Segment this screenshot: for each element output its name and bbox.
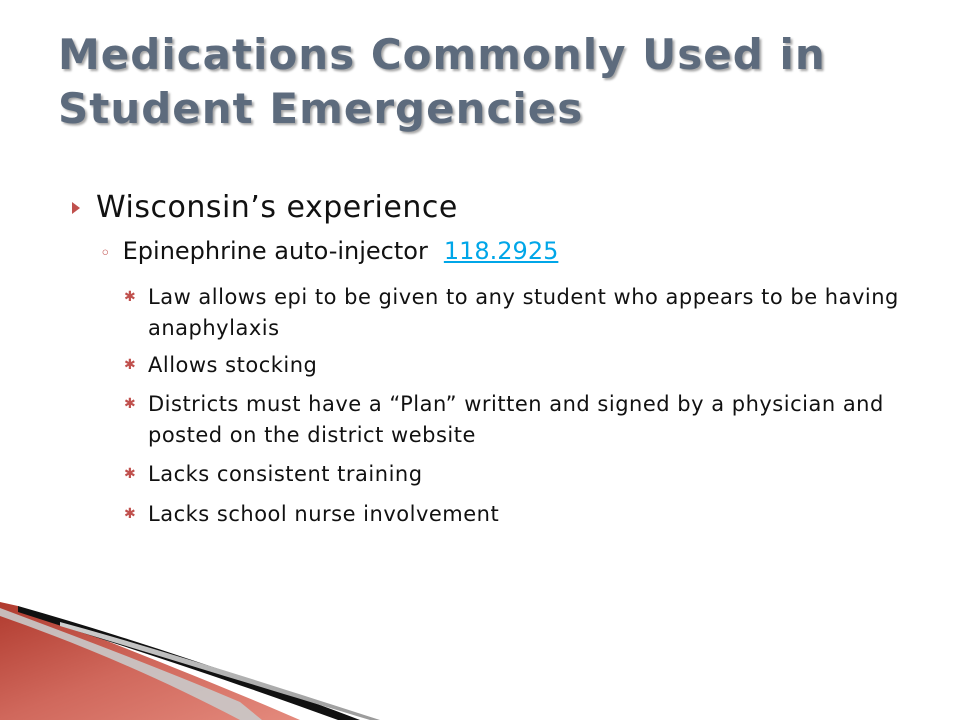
decorative-swoosh — [0, 560, 960, 720]
ring-bullet-icon: ◦ — [100, 243, 111, 264]
bullet-level1 — [72, 186, 458, 230]
slide-title: Medications Commonly Used in Student Emergencies — [58, 30, 826, 133]
list-item-text: Law allows epi to be given to any student who appears to be having anaphylaxis — [148, 285, 899, 340]
bullet-level2-text: Epinephrine auto-injector — [122, 237, 428, 265]
star-bullet-icon: ✱ — [124, 289, 137, 305]
list-item — [124, 499, 914, 530]
star-bullet-icon: ✱ — [124, 396, 137, 412]
list-item — [124, 389, 914, 451]
list-item — [124, 350, 914, 381]
triangle-bullet-icon — [72, 202, 80, 214]
star-bullet-icon: ✱ — [124, 466, 137, 482]
list-item-text: Districts must have a “Plan” written and signed by a physician and posted on the district website — [148, 392, 884, 447]
list-item-text: Lacks school nurse involvement — [148, 502, 500, 526]
star-bullet-icon: ✱ — [124, 506, 137, 522]
bullet-level1-text: Wisconsin’s experience — [96, 190, 458, 225]
star-bullet-icon: ✱ — [124, 357, 137, 373]
list-item — [124, 282, 914, 344]
list-item-text: Lacks consistent training — [148, 462, 423, 486]
list-item-text: Allows stocking — [148, 353, 318, 377]
list-item — [124, 459, 914, 490]
statute-link[interactable]: 118.2925 — [443, 237, 559, 265]
bullet-level2 — [100, 234, 558, 271]
